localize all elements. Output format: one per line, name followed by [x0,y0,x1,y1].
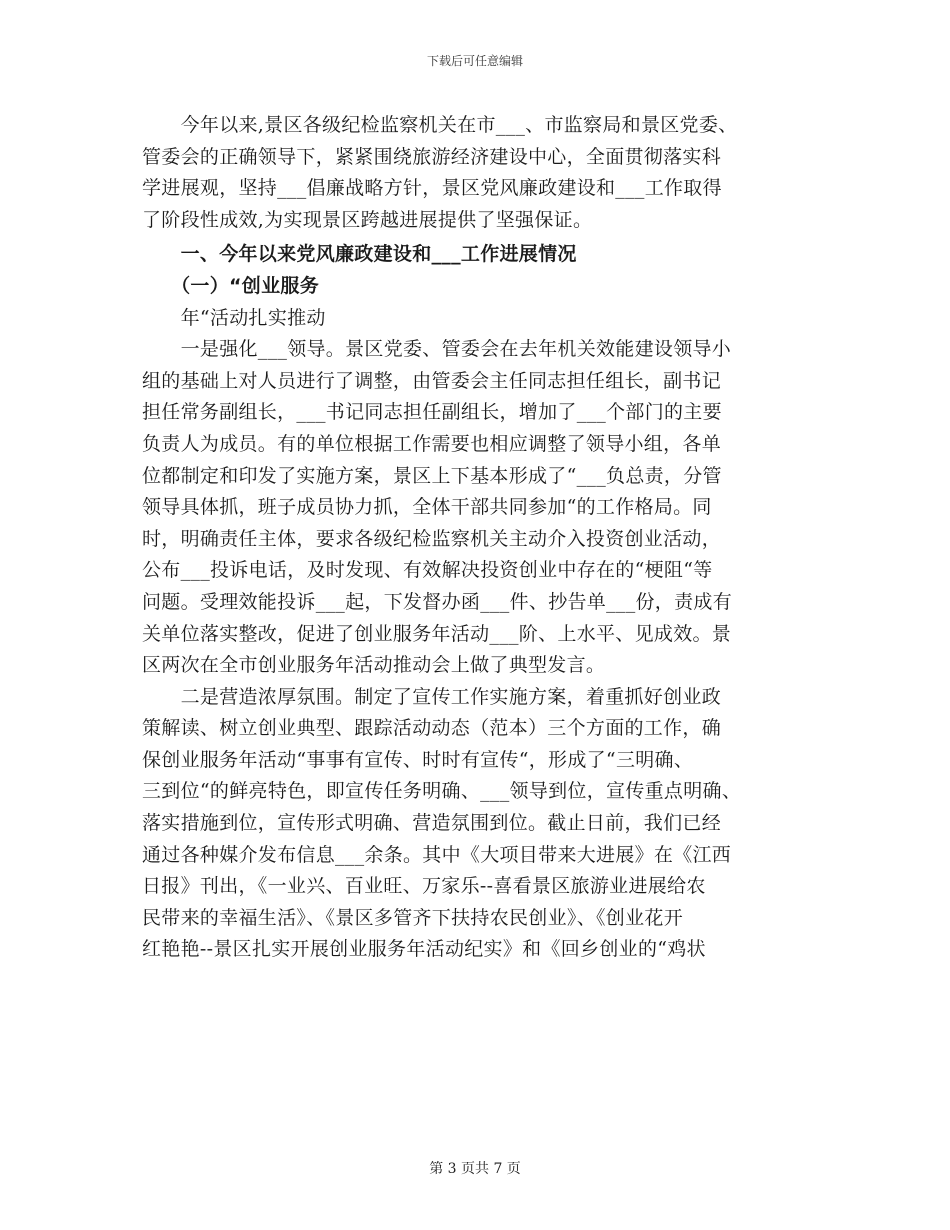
paragraph-line: 关单位落实整改，促进了创业服务年活动___阶、上水平、见成效。景 [142,622,732,645]
paragraph-line: 二是营造浓厚氛围。制定了宣传工作实施方案，着重抓好创业政 [142,685,722,708]
paragraph-line: 民带来的幸福生活》、《景区多管齐下扶持农民创业》、《创业花开 [142,906,684,929]
paragraph-line: 红艳艳--景区扎实开展创业服务年活动纪实》和《回乡创业的“鸡状 [142,938,706,961]
paragraph-line: 时，明确责任主体，要求各级纪检监察机关主动介入投资创业活动， [142,527,722,550]
paragraph-line: 组的基础上对人员进行了调整，由管委会主任同志担任组长，副书记 [142,369,722,392]
paragraph-line: 领导具体抓，班子成员协力抓，全体干部共同参加“的工作格局。同 [142,496,712,519]
page-footer: 第 3 页共 7 页 [429,1161,521,1177]
paragraph-line: 年“活动扎实推动 [142,306,326,329]
paragraph-line: 位都制定和印发了实施方案，景区上下基本形成了“___负总责，分管 [142,464,722,487]
paragraph-line: 管委会的正确领导下，紧紧围绕旅游经济建设中心，全面贯彻落实科 [142,145,722,168]
paragraph-line: 一是强化___领导。景区党委、管委会在去年机关效能建设领导小 [142,338,732,361]
section-heading: （一）“创业服务 [142,274,319,297]
paragraph-line: 三到位“的鲜亮特色，即宣传任务明确、___领导到位，宣传重点明确、 [142,780,742,803]
paragraph-line: 负责人为成员。有的单位根据工作需要也相应调整了领导小组，各单 [142,432,722,455]
paragraph-line: 区两次在全市创业服务年活动推动会上做了典型发言。 [142,654,606,677]
paragraph-line: 保创业服务年活动“事事有宣传、时时有宣传“，形成了“三明确、 [142,748,694,771]
paragraph-line: 问题。受理效能投诉___起，下发督办函___件、抄告单___份，责成有 [142,590,733,613]
document-body [142,110,814,966]
paragraph-line: 了阶段性成效,为实现景区跨越进展提供了坚强保证。 [142,208,593,231]
paragraph-line: 公布___投诉电话，及时发现、有效解决投资创业中存在的“梗阻“等 [142,559,713,582]
paragraph-line: 策解读、树立创业典型、跟踪活动动态（范本）三个方面的工作，确 [142,717,722,740]
paragraph-line: 担任常务副组长，___书记同志担任副组长，增加了___个部门的主要 [142,401,722,424]
page-header: 下载后可任意编辑 [426,54,523,68]
paragraph-line: 通过各种媒介发布信息___余条。其中《大项目带来大进展》在《江西 [142,843,732,866]
section-heading: 一、今年以来党风廉政建设和___工作进展情况 [142,243,577,266]
paragraph-line: 今年以来,景区各级纪检监察机关在市___、市监察局和景区党委、 [142,114,738,136]
paragraph-line: 学进展观，坚持___倡廉战略方针，景区党风廉政建设和___工作取得 [142,177,722,200]
paragraph-line: 日报》刊出，《一业兴、百业旺、万家乐--喜看景区旅游业进展给农 [142,875,706,898]
paragraph-line: 落实措施到位，宣传形式明确、营造氛围到位。截止日前，我们已经 [142,812,722,835]
